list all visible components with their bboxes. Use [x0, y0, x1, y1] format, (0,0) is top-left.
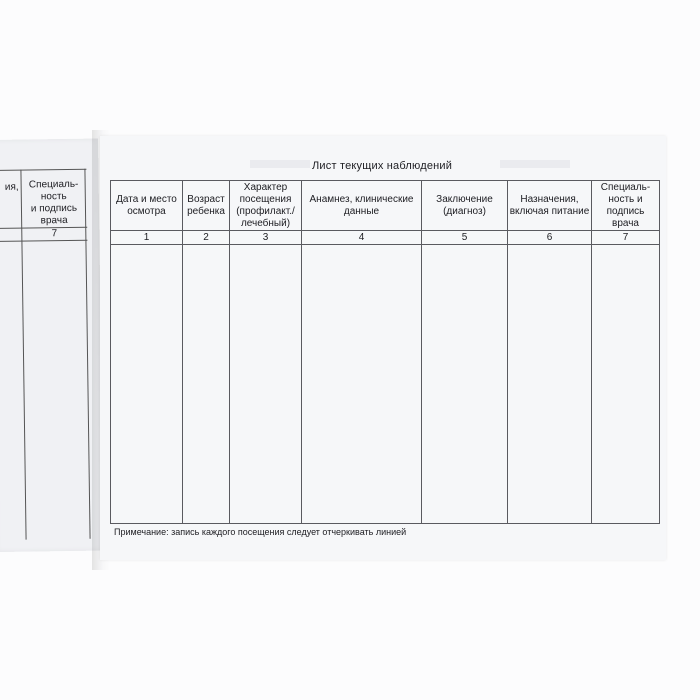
left-header-line-3: и подпись: [30, 202, 78, 215]
left-page: [0, 139, 104, 552]
column-header: Анамнез, клинические данные: [302, 181, 422, 231]
column-header: Дата и место осмотра: [111, 181, 183, 231]
left-header-line-4: врача: [40, 214, 68, 227]
column-number: 3: [230, 231, 302, 245]
table-header-row: [111, 181, 660, 231]
column-number: 6: [508, 231, 592, 245]
column-number: 4: [302, 231, 422, 245]
table-entry-row: [111, 245, 660, 524]
table-number-row: [111, 231, 660, 245]
right-page: [100, 136, 666, 560]
left-header-specialist: [23, 179, 86, 228]
footnote: Примечание: запись каждого посещения следует отчеркивать линией: [114, 527, 407, 537]
left-col-number: 7: [51, 228, 58, 240]
left-header-line-1: Специаль-: [28, 178, 79, 191]
bleed-through: [250, 160, 310, 168]
entry-cell[interactable]: [111, 245, 183, 524]
column-header: Возраст ребенка: [183, 181, 230, 231]
entry-cell[interactable]: [592, 245, 660, 524]
left-header-line-2: ность: [40, 190, 67, 203]
left-table-right-border: [84, 169, 90, 539]
entry-cell[interactable]: [183, 245, 230, 524]
column-number: 2: [183, 231, 230, 245]
left-table-top-border: [0, 169, 86, 171]
column-header: Характер посещения (профилакт./ лечебный): [230, 181, 302, 231]
bleed-through: [500, 160, 570, 168]
observation-table: [110, 180, 660, 524]
entry-cell[interactable]: [230, 245, 302, 524]
column-header: Заключение (диагноз): [422, 181, 508, 231]
entry-cell[interactable]: [302, 245, 422, 524]
column-number: 7: [592, 231, 660, 245]
column-header: Специаль- ность и подпись врача: [592, 181, 660, 231]
entry-cell[interactable]: [422, 245, 508, 524]
left-header-partial: ия,: [4, 181, 19, 193]
column-number: 5: [422, 231, 508, 245]
sheet-title: Лист текущих наблюдений: [312, 160, 453, 172]
column-number: 1: [111, 231, 183, 245]
entry-cell[interactable]: [508, 245, 592, 524]
column-header: Назначения, включая питание: [508, 181, 592, 231]
